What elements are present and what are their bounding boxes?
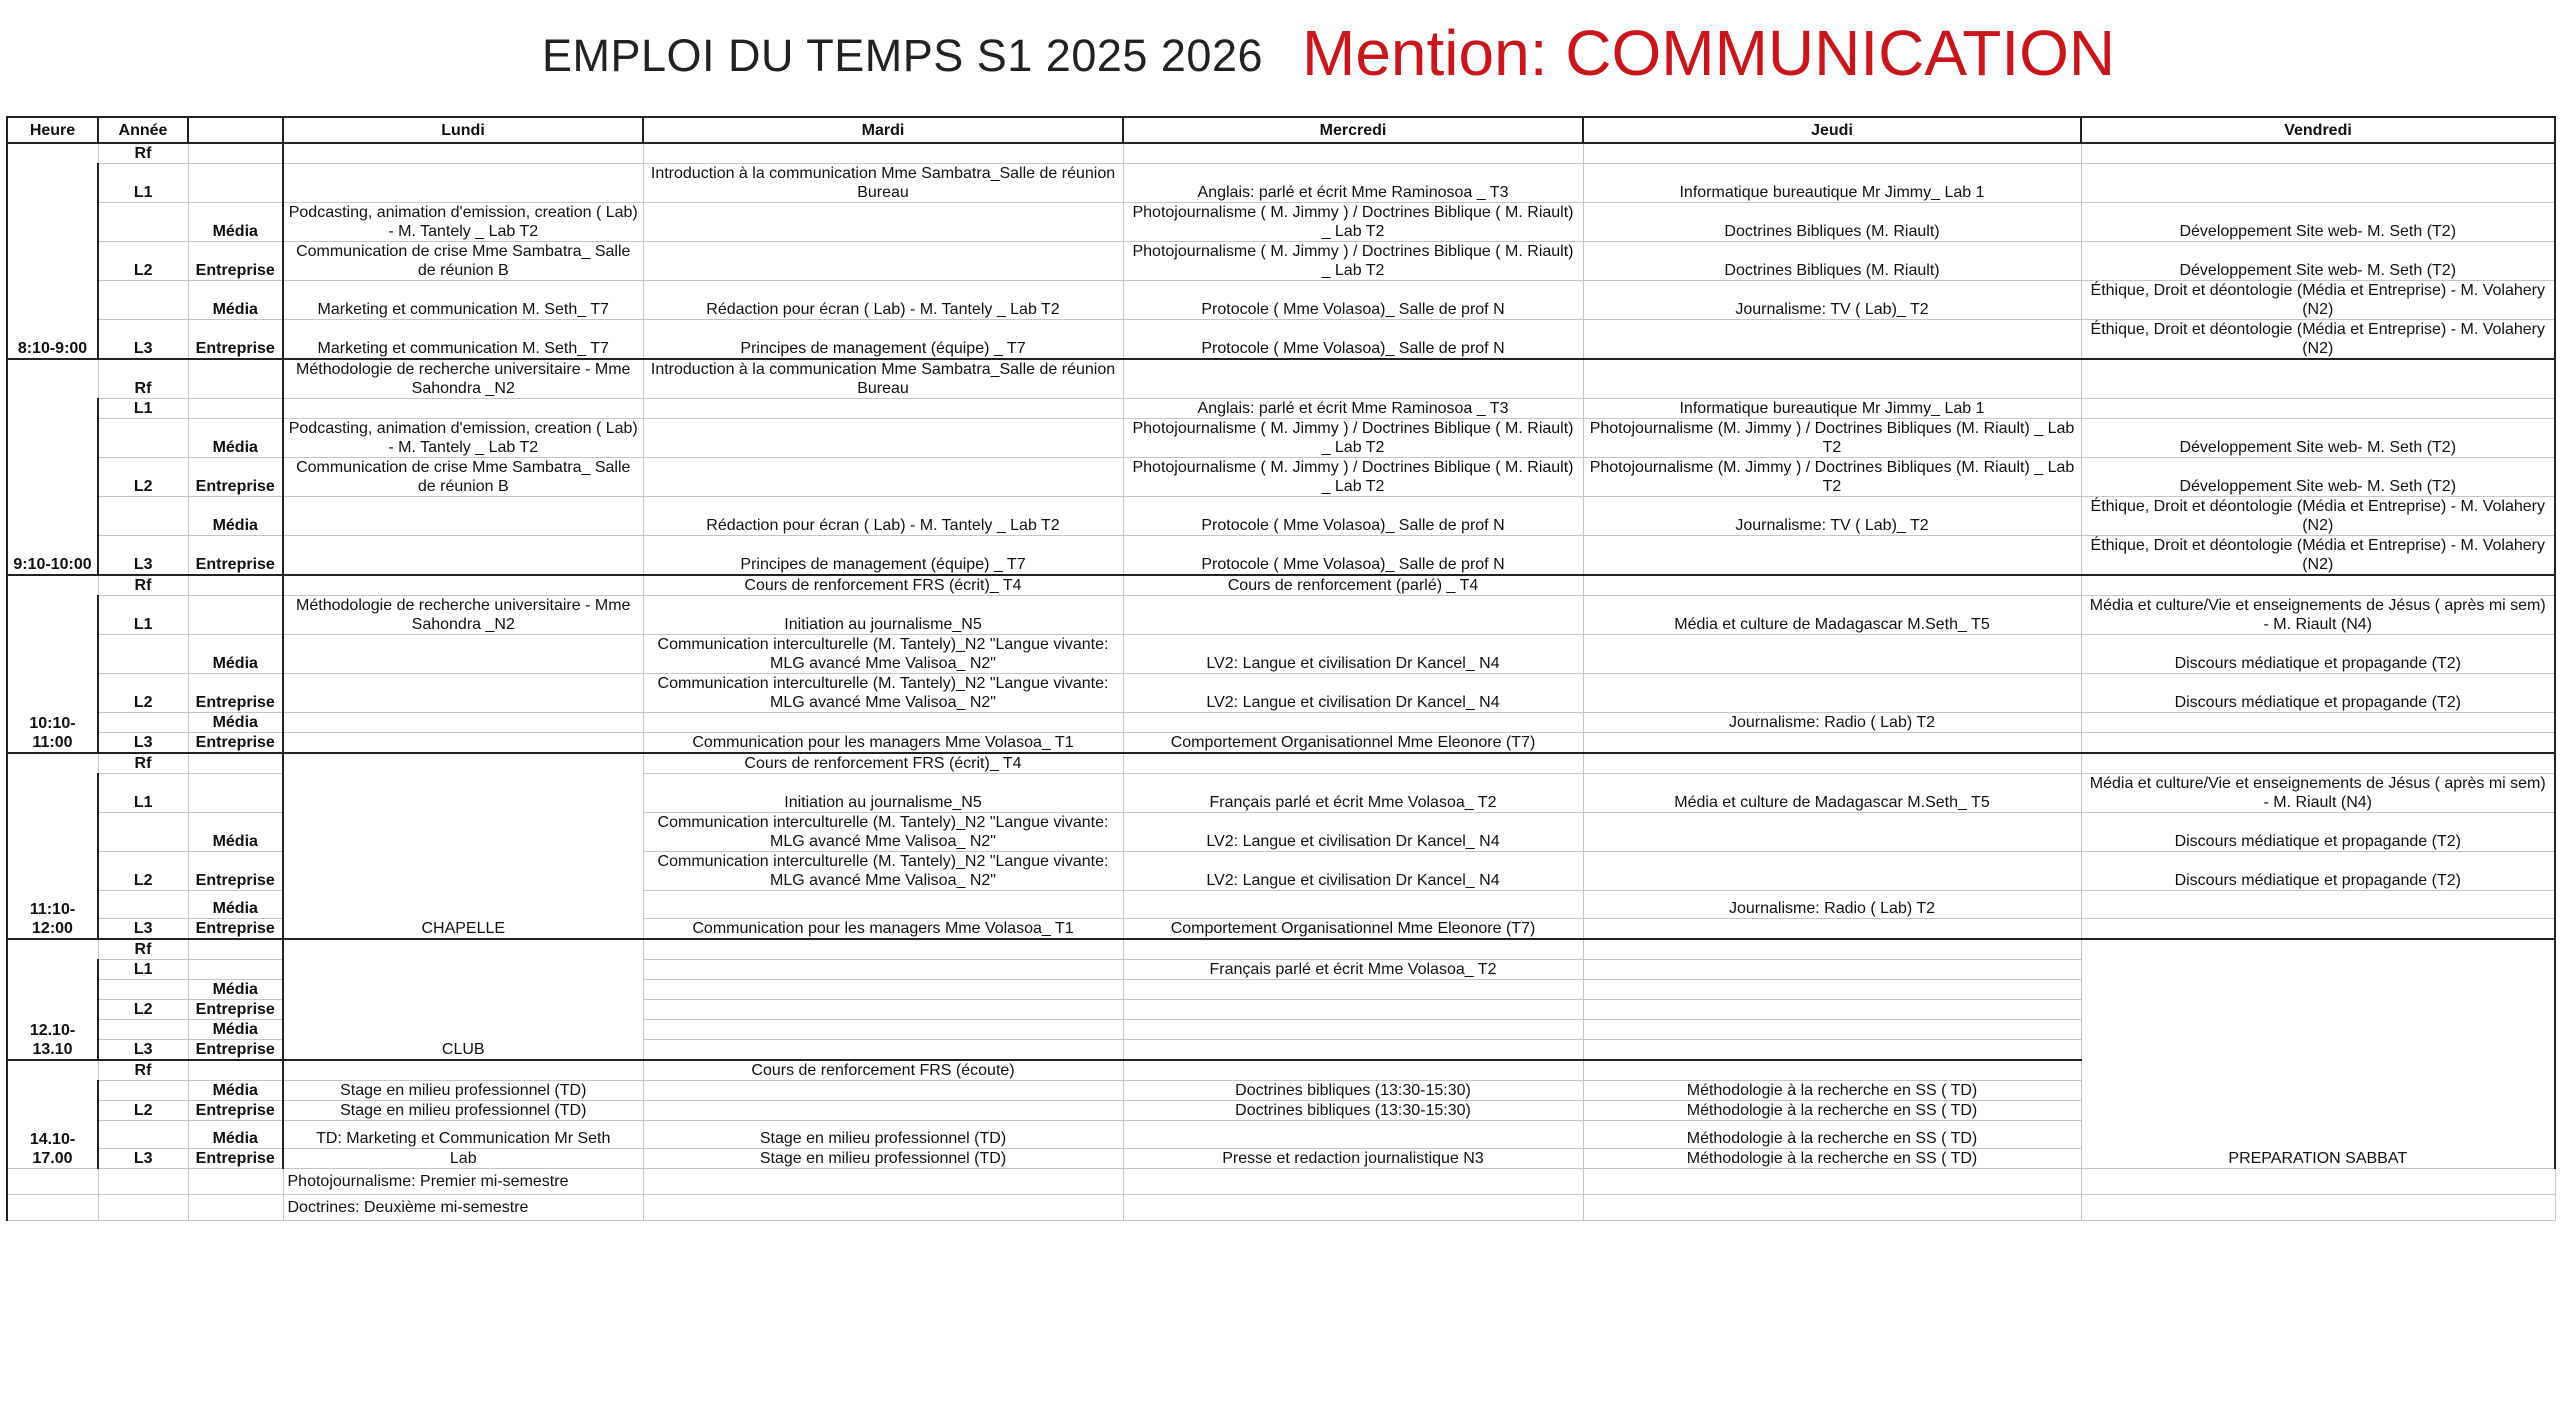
annee-cell: L1 [98,960,188,980]
cell-jeudi: Méthodologie à la recherche en SS ( TD) [1583,1101,2081,1121]
cell-vendredi [2081,359,2555,399]
mention-title: Mention: COMMUNICATION [1302,17,2116,89]
cell-mercredi [1123,713,1583,733]
cell-jeudi: Doctrines Bibliques (M. Riault) [1583,203,2081,242]
cell-lundi: Méthodologie de recherche universitaire - Mme Sahondra _N2 [283,359,643,399]
cell-lundi: Podcasting, animation d'emission, creation ( Lab) - M. Tantely _ Lab T2 [283,203,643,242]
annee-cell: L2 [98,242,188,281]
cell-jeudi [1583,852,2081,891]
cell-lundi [283,635,643,674]
cell-vendredi: PREPARATION SABBAT [2081,939,2555,1169]
parcours-cell: Média [188,281,283,320]
cell-lundi [283,143,643,164]
cell-jeudi [1583,575,2081,596]
note-spacer [2081,1195,2555,1221]
cell-mercredi: Doctrines bibliques (13:30-15:30) [1123,1101,1583,1121]
annee-cell [98,419,188,458]
footnote: Doctrines: Deuxième mi-semestre [283,1195,643,1221]
cell-mardi [643,242,1123,281]
cell-mardi: Introduction à la communication Mme Sambatra_Salle de réunion Bureau [643,164,1123,203]
cell-jeudi [1583,733,2081,754]
cell-lundi [283,497,643,536]
cell-mercredi: LV2: Langue et civilisation Dr Kancel_ N4 [1123,635,1583,674]
parcours-cell [188,143,283,164]
cell-lundi [283,674,643,713]
parcours-cell: Média [188,1121,283,1149]
parcours-cell [188,960,283,980]
cell-mardi: Communication interculturelle (M. Tantely)_N2 "Langue vivante: MLG avancé Mme Valisoa_ N2" [643,813,1123,852]
annee-cell [98,635,188,674]
cell-mercredi [1123,1020,1583,1040]
header-mercredi: Mercredi [1123,117,1583,143]
cell-vendredi: Développement Site web- M. Seth (T2) [2081,242,2555,281]
cell-mardi: Communication interculturelle (M. Tantely)_N2 "Langue vivante: MLG avancé Mme Valisoa_ N2" [643,674,1123,713]
parcours-cell: Média [188,635,283,674]
cell-mardi: Communication interculturelle (M. Tantely)_N2 "Langue vivante: MLG avancé Mme Valisoa_ N2" [643,852,1123,891]
table-row [7,753,2555,774]
header-annee: Année [98,117,188,143]
parcours-cell: Entreprise [188,733,283,754]
table-row [7,635,2555,674]
table-row [7,419,2555,458]
cell-jeudi: Méthodologie à la recherche en SS ( TD) [1583,1121,2081,1149]
note-spacer [188,1169,283,1195]
annee-cell [98,1020,188,1040]
annee-cell [98,281,188,320]
cell-vendredi [2081,575,2555,596]
table-row [7,399,2555,419]
header-mardi: Mardi [643,117,1123,143]
parcours-cell: Média [188,1081,283,1101]
header-jeudi: Jeudi [1583,117,2081,143]
cell-jeudi [1583,1020,2081,1040]
table-row [7,242,2555,281]
time-slot: 10:10-11:00 [7,575,98,753]
parcours-cell: Média [188,980,283,1000]
cell-vendredi [2081,143,2555,164]
cell-vendredi: Discours médiatique et propagande (T2) [2081,674,2555,713]
cell-jeudi: Doctrines Bibliques (M. Riault) [1583,242,2081,281]
annee-cell: L1 [98,774,188,813]
cell-mardi [643,713,1123,733]
cell-mercredi [1123,939,1583,960]
annee-cell: L2 [98,458,188,497]
cell-mardi [643,891,1123,919]
cell-lundi: Méthodologie de recherche universitaire - Mme Sahondra _N2 [283,596,643,635]
parcours-cell: Entreprise [188,320,283,360]
page-title: EMPLOI DU TEMPS S1 2025 2026 [542,30,1264,81]
cell-jeudi: Informatique bureautique Mr Jimmy_ Lab 1 [1583,164,2081,203]
annee-cell: L3 [98,1040,188,1061]
cell-vendredi: Développement Site web- M. Seth (T2) [2081,419,2555,458]
table-row [7,203,2555,242]
cell-mercredi: Cours de renforcement (parlé) _ T4 [1123,575,1583,596]
note-spacer [7,1195,98,1221]
cell-mercredi: LV2: Langue et civilisation Dr Kancel_ N4 [1123,674,1583,713]
note-spacer [1583,1169,2081,1195]
parcours-cell: Média [188,419,283,458]
cell-mercredi: Photojournalisme ( M. Jimmy ) / Doctrines Biblique ( M. Riault) _ Lab T2 [1123,419,1583,458]
cell-vendredi: Éthique, Droit et déontologie (Média et Entreprise) - M. Volahery (N2) [2081,281,2555,320]
title-bar [0,0,2560,110]
annee-cell: L1 [98,399,188,419]
cell-jeudi: Photojournalisme (M. Jimmy ) / Doctrines Bibliques (M. Riault) _ Lab T2 [1583,419,2081,458]
cell-mardi: Stage en milieu professionnel (TD) [643,1149,1123,1169]
cell-jeudi [1583,939,2081,960]
cell-mercredi: LV2: Langue et civilisation Dr Kancel_ N4 [1123,813,1583,852]
cell-jeudi [1583,960,2081,980]
cell-mardi: Initiation au journalisme_N5 [643,774,1123,813]
annee-cell: L2 [98,674,188,713]
annee-cell: Rf [98,143,188,164]
cell-jeudi [1583,980,2081,1000]
annee-cell [98,1081,188,1101]
annee-cell [98,1121,188,1149]
cell-mercredi [1123,143,1583,164]
cell-lundi: Stage en milieu professionnel (TD) [283,1081,643,1101]
parcours-cell: Média [188,203,283,242]
cell-mercredi: LV2: Langue et civilisation Dr Kancel_ N4 [1123,852,1583,891]
table-row [7,713,2555,733]
cell-vendredi: Média et culture/Vie et enseignements de Jésus ( après mi sem) - M. Riault (N4) [2081,774,2555,813]
parcours-cell: Média [188,713,283,733]
cell-lundi: Marketing et communication M. Seth_ T7 [283,281,643,320]
parcours-cell: Média [188,1020,283,1040]
table-row [7,536,2555,576]
table-row [7,674,2555,713]
parcours-cell [188,774,283,813]
cell-mercredi: Doctrines bibliques (13:30-15:30) [1123,1081,1583,1101]
cell-mercredi: Anglais: parlé et écrit Mme Raminosoa _ T3 [1123,399,1583,419]
cell-mercredi: Presse et redaction journalistique N3 [1123,1149,1583,1169]
table-row [7,458,2555,497]
cell-mercredi [1123,980,1583,1000]
note-spacer [98,1169,188,1195]
cell-mardi [643,1040,1123,1061]
cell-jeudi [1583,359,2081,399]
cell-lundi [283,1060,643,1081]
cell-lundi: Podcasting, animation d'emission, creation ( Lab) - M. Tantely _ Lab T2 [283,419,643,458]
cell-mercredi: Photojournalisme ( M. Jimmy ) / Doctrines Biblique ( M. Riault) _ Lab T2 [1123,458,1583,497]
parcours-cell: Entreprise [188,1101,283,1121]
cell-vendredi: Développement Site web- M. Seth (T2) [2081,458,2555,497]
table-row [7,164,2555,203]
annee-cell: Rf [98,939,188,960]
table-row [7,733,2555,754]
cell-vendredi: Développement Site web- M. Seth (T2) [2081,203,2555,242]
annee-cell: L3 [98,320,188,360]
note-spacer [643,1195,1123,1221]
cell-vendredi: Éthique, Droit et déontologie (Média et Entreprise) - M. Volahery (N2) [2081,536,2555,576]
annee-cell: L3 [98,536,188,576]
cell-mercredi: Comportement Organisationnel Mme Eleonore (T7) [1123,919,1583,940]
note-spacer [1123,1169,1583,1195]
parcours-cell: Entreprise [188,458,283,497]
cell-mercredi [1123,891,1583,919]
cell-vendredi: Discours médiatique et propagande (T2) [2081,852,2555,891]
note-row [7,1169,2555,1195]
header-row [7,117,2555,143]
annee-cell [98,980,188,1000]
footnote: Photojournalisme: Premier mi-semestre [283,1169,643,1195]
annee-cell: L3 [98,1149,188,1169]
note-spacer [1123,1195,1583,1221]
annee-cell [98,203,188,242]
cell-mardi [643,419,1123,458]
cell-lundi: Stage en milieu professionnel (TD) [283,1101,643,1121]
cell-mardi: Cours de renforcement FRS (écoute) [643,1060,1123,1081]
cell-vendredi [2081,919,2555,940]
cell-jeudi [1583,320,2081,360]
note-spacer [188,1195,283,1221]
cell-lundi: Marketing et communication M. Seth_ T7 [283,320,643,360]
parcours-cell [188,596,283,635]
cell-jeudi [1583,674,2081,713]
parcours-cell: Entreprise [188,674,283,713]
cell-mardi: Rédaction pour écran ( Lab) - M. Tantely _ Lab T2 [643,281,1123,320]
cell-jeudi [1583,143,2081,164]
cell-mercredi: Protocole ( Mme Volasoa)_ Salle de prof N [1123,281,1583,320]
cell-mercredi [1123,1060,1583,1081]
cell-mercredi: Photojournalisme ( M. Jimmy ) / Doctrines Biblique ( M. Riault) _ Lab T2 [1123,242,1583,281]
cell-mercredi [1123,359,1583,399]
cell-mardi [643,458,1123,497]
table-row [7,320,2555,360]
table-row [7,497,2555,536]
cell-mardi: Communication pour les managers Mme Volasoa_ T1 [643,733,1123,754]
header-vendredi: Vendredi [2081,117,2555,143]
parcours-cell: Entreprise [188,852,283,891]
parcours-cell [188,575,283,596]
cell-mercredi: Français parlé et écrit Mme Volasoa_ T2 [1123,960,1583,980]
cell-mardi: Cours de renforcement FRS (écrit)_ T4 [643,575,1123,596]
table-row [7,143,2555,164]
cell-mardi [643,399,1123,419]
cell-mardi [643,143,1123,164]
cell-mercredi [1123,1040,1583,1061]
cell-vendredi [2081,713,2555,733]
cell-mardi [643,980,1123,1000]
time-slot: 14.10-17.00 [7,1060,98,1169]
time-slot: 11:10-12:00 [7,753,98,939]
parcours-cell: Entreprise [188,242,283,281]
cell-mardi: Principes de management (équipe) _ T7 [643,536,1123,576]
time-slot: 9:10-10:00 [7,359,98,575]
annee-cell: L3 [98,919,188,940]
annee-cell: L1 [98,596,188,635]
cell-mardi [643,939,1123,960]
note-spacer [7,1169,98,1195]
table-row [7,359,2555,399]
parcours-cell [188,753,283,774]
cell-mardi: Initiation au journalisme_N5 [643,596,1123,635]
cell-lundi [283,536,643,576]
cell-mardi: Introduction à la communication Mme Sambatra_Salle de réunion Bureau [643,359,1123,399]
note-spacer [1583,1195,2081,1221]
parcours-cell: Média [188,497,283,536]
annee-cell: Rf [98,359,188,399]
table-row [7,575,2555,596]
parcours-cell [188,939,283,960]
cell-mercredi [1123,1121,1583,1149]
parcours-cell: Média [188,891,283,919]
cell-vendredi: Éthique, Droit et déontologie (Média et Entreprise) - M. Volahery (N2) [2081,320,2555,360]
parcours-cell [188,164,283,203]
cell-lundi [283,733,643,754]
parcours-cell [188,1060,283,1081]
parcours-cell: Entreprise [188,1040,283,1061]
cell-mardi [643,1081,1123,1101]
cell-jeudi: Méthodologie à la recherche en SS ( TD) [1583,1081,2081,1101]
parcours-cell [188,399,283,419]
cell-mercredi [1123,596,1583,635]
cell-jeudi [1583,536,2081,576]
parcours-cell [188,359,283,399]
cell-mardi: Cours de renforcement FRS (écrit)_ T4 [643,753,1123,774]
parcours-cell: Entreprise [188,1149,283,1169]
parcours-cell: Média [188,813,283,852]
cell-lundi [283,713,643,733]
cell-vendredi: Discours médiatique et propagande (T2) [2081,635,2555,674]
cell-vendredi [2081,399,2555,419]
cell-lundi [283,399,643,419]
table-row [7,939,2555,960]
cell-jeudi: Méthodologie à la recherche en SS ( TD) [1583,1149,2081,1169]
cell-jeudi [1583,1060,2081,1081]
cell-jeudi: Photojournalisme (M. Jimmy ) / Doctrines Bibliques (M. Riault) _ Lab T2 [1583,458,2081,497]
table-row [7,281,2555,320]
cell-mercredi [1123,1000,1583,1020]
annee-cell: Rf [98,575,188,596]
cell-jeudi [1583,635,2081,674]
cell-mardi [643,1101,1123,1121]
cell-vendredi [2081,891,2555,919]
note-row [7,1195,2555,1221]
note-spacer [98,1195,188,1221]
annee-cell: L2 [98,1000,188,1020]
cell-mercredi: Français parlé et écrit Mme Volasoa_ T2 [1123,774,1583,813]
cell-mercredi [1123,753,1583,774]
time-slot: 8:10-9:00 [7,143,98,359]
cell-lundi: Communication de crise Mme Sambatra_ Salle de réunion B [283,458,643,497]
cell-vendredi: Média et culture/Vie et enseignements de Jésus ( après mi sem) - M. Riault (N4) [2081,596,2555,635]
cell-jeudi [1583,919,2081,940]
header-heure: Heure [7,117,98,143]
annee-cell: Rf [98,1060,188,1081]
cell-jeudi [1583,753,2081,774]
cell-mercredi: Anglais: parlé et écrit Mme Raminosoa _ T3 [1123,164,1583,203]
header-lundi: Lundi [283,117,643,143]
cell-lundi: CLUB [283,939,643,1060]
note-spacer [643,1169,1123,1195]
parcours-cell: Entreprise [188,1000,283,1020]
cell-jeudi [1583,813,2081,852]
annee-cell: L2 [98,1101,188,1121]
annee-cell: L2 [98,852,188,891]
header-sub [188,117,283,143]
cell-mercredi: Protocole ( Mme Volasoa)_ Salle de prof N [1123,320,1583,360]
cell-vendredi: Discours médiatique et propagande (T2) [2081,813,2555,852]
cell-vendredi [2081,164,2555,203]
cell-lundi: TD: Marketing et Communication Mr Seth [283,1121,643,1149]
note-spacer [2081,1169,2555,1195]
parcours-cell: Entreprise [188,919,283,940]
cell-vendredi [2081,753,2555,774]
timetable [6,116,2556,1221]
annee-cell: Rf [98,753,188,774]
time-slot: 12.10- 13.10 [7,939,98,1060]
cell-mercredi: Photojournalisme ( M. Jimmy ) / Doctrines Biblique ( M. Riault) _ Lab T2 [1123,203,1583,242]
annee-cell [98,713,188,733]
annee-cell: L1 [98,164,188,203]
cell-lundi: CHAPELLE [283,753,643,939]
cell-jeudi [1583,1040,2081,1061]
cell-mardi: Communication pour les managers Mme Volasoa_ T1 [643,919,1123,940]
cell-jeudi: Média et culture de Madagascar M.Seth_ T5 [1583,774,2081,813]
annee-cell: L3 [98,733,188,754]
cell-jeudi: Journalisme: TV ( Lab)_ T2 [1583,281,2081,320]
annee-cell [98,813,188,852]
cell-mardi [643,960,1123,980]
cell-lundi: Lab [283,1149,643,1169]
cell-mardi: Rédaction pour écran ( Lab) - M. Tantely _ Lab T2 [643,497,1123,536]
cell-vendredi: Éthique, Droit et déontologie (Média et Entreprise) - M. Volahery (N2) [2081,497,2555,536]
cell-jeudi: Journalisme: Radio ( Lab) T2 [1583,713,2081,733]
table-row [7,596,2555,635]
cell-mercredi: Comportement Organisationnel Mme Eleonore (T7) [1123,733,1583,754]
cell-vendredi [2081,733,2555,754]
annee-cell [98,497,188,536]
parcours-cell: Entreprise [188,536,283,576]
cell-mercredi: Protocole ( Mme Volasoa)_ Salle de prof N [1123,497,1583,536]
cell-jeudi [1583,1000,2081,1020]
cell-lundi [283,575,643,596]
cell-mardi [643,1000,1123,1020]
cell-jeudi: Journalisme: Radio ( Lab) T2 [1583,891,2081,919]
cell-lundi [283,164,643,203]
cell-mardi: Principes de management (équipe) _ T7 [643,320,1123,360]
cell-jeudi: Informatique bureautique Mr Jimmy_ Lab 1 [1583,399,2081,419]
cell-lundi: Communication de crise Mme Sambatra_ Salle de réunion B [283,242,643,281]
cell-mardi [643,203,1123,242]
annee-cell [98,891,188,919]
cell-mardi: Communication interculturelle (M. Tantely)_N2 "Langue vivante: MLG avancé Mme Valisoa_ N2" [643,635,1123,674]
cell-mercredi: Protocole ( Mme Volasoa)_ Salle de prof N [1123,536,1583,576]
cell-mardi: Stage en milieu professionnel (TD) [643,1121,1123,1149]
cell-jeudi: Média et culture de Madagascar M.Seth_ T5 [1583,596,2081,635]
cell-jeudi: Journalisme: TV ( Lab)_ T2 [1583,497,2081,536]
cell-mardi [643,1020,1123,1040]
